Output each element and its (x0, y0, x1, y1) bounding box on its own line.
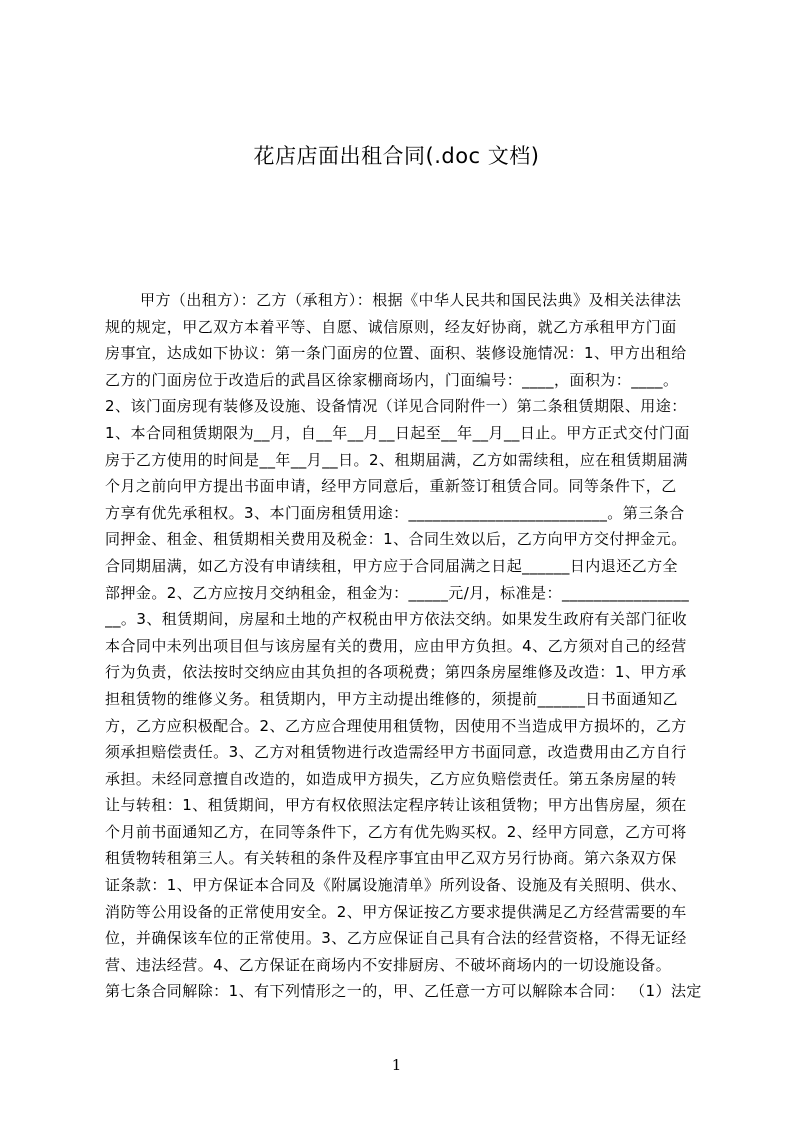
body-line: 担租赁物的维修义务。租赁期内，甲方主动提出维修的，须提前______日书面通知乙 (105, 689, 679, 708)
body-line: 个月之前向甲方提出书面申请，经甲方同意后，重新签订租赁合同。同等条件下，乙 (105, 477, 677, 496)
body-line: 合同期届满，如乙方没有申请续租，甲方应于合同届满之日起______日内退还乙方全 (105, 556, 679, 575)
body-line: 甲方（出租方）：乙方（承租方）：根据《中华人民共和国民法典》及相关法律法 (140, 291, 682, 309)
body-line: 须承担赔偿责任。3、乙方对租赁物进行改造需经甲方书面同意，改造费用由乙方自行 (105, 743, 687, 762)
body-line: 个月前书面通知乙方，在同等条件下，乙方有优先购买权。2、经甲方同意，乙方可将 (105, 822, 687, 841)
body-line: 位，并确保该车位的正常使用。3、乙方应保证自己具有合法的经营资格，不得无证经 (105, 929, 687, 948)
body-line: 让与转租：1、租赁期间，甲方有权依照法定程序转让该租赁物；甲方出售房屋，须在 (105, 796, 687, 815)
body-line: 部押金。2、乙方应按月交纳租金，租金为：_____元/月，标准是：________________ (105, 583, 690, 602)
body-line: 消防等公用设备的正常使用安全。2、甲方保证按乙方要求提供满足乙方经营需要的车 (105, 902, 687, 921)
body-line: 房事宜，达成如下协议：第一条门面房的位置、面积、装修设施情况：1、甲方出租给 (105, 344, 687, 363)
body-line: 营、违法经营。4、乙方保证在商场内不安排厨房、不破坏商场内的一切设施设备。 (105, 955, 672, 974)
body-line: 乙方的门面房位于改造后的武昌区徐家棚商场内，门面编号：____，面积为：____。 (105, 370, 679, 389)
body-line: 本合同中未列出项目但与该房屋有关的费用，应由甲方负担。4、乙方须对自己的经营 (105, 636, 687, 655)
body-line: 2、该门面房现有装修及设施、设备情况（详见合同附件一）第二条租赁期限、用途： (105, 397, 687, 416)
body-line: 第七条合同解除：1、有下列情形之一的，甲、乙任意一方可以解除本合同： （1）法定 (105, 982, 702, 1001)
body-line: 方，乙方应积极配合。2、乙方应合理使用租赁物，因使用不当造成甲方损坏的，乙方 (105, 716, 687, 735)
body-line: 行为负责，依法按时交纳应由其负担的各项税费；第四条房屋维修及改造：1、甲方承 (105, 663, 687, 682)
body-line: 承担。未经同意擅自改造的，如造成甲方损失，乙方应负赔偿责任。第五条房屋的转 (105, 769, 677, 788)
document-title: 花店店面出租合同(.doc 文档) (253, 144, 540, 168)
body-line: __。3、租赁期间，房屋和土地的产权税由甲方依法交纳。如果发生政府有关部门征收 (105, 610, 688, 629)
body-line: 租赁物转租第三人。有关转租的条件及程序事宜由甲乙双方另行协商。第六条双方保 (105, 849, 677, 868)
body-line: 房于乙方使用的时间是__年__月__日。2、租期届满，乙方如需续租，应在租赁期届满 (105, 450, 688, 469)
body-line: 方享有优先承租权。3、本门面房租赁用途：_________________________。第三条合 (105, 503, 685, 522)
body-line: 同押金、租金、租赁期相关费用及税金：1、合同生效以后，乙方向甲方交付押金元。 (105, 530, 687, 549)
body-line: 证条款：1、甲方保证本合同及《附属设施清单》所列设备、设施及有关照明、供水、 (105, 876, 687, 895)
body-line: 1、本合同租赁期限为__月，自__年__月__日起至__年__月__日止。甲方正式交付门面 (105, 423, 690, 442)
body-line: 规的规定，甲乙双方本着平等、自愿、诚信原则，经友好协商，就乙方承租甲方门面 (105, 317, 677, 336)
page-number: 1 (391, 1056, 402, 1074)
contract-body (105, 287, 708, 1005)
